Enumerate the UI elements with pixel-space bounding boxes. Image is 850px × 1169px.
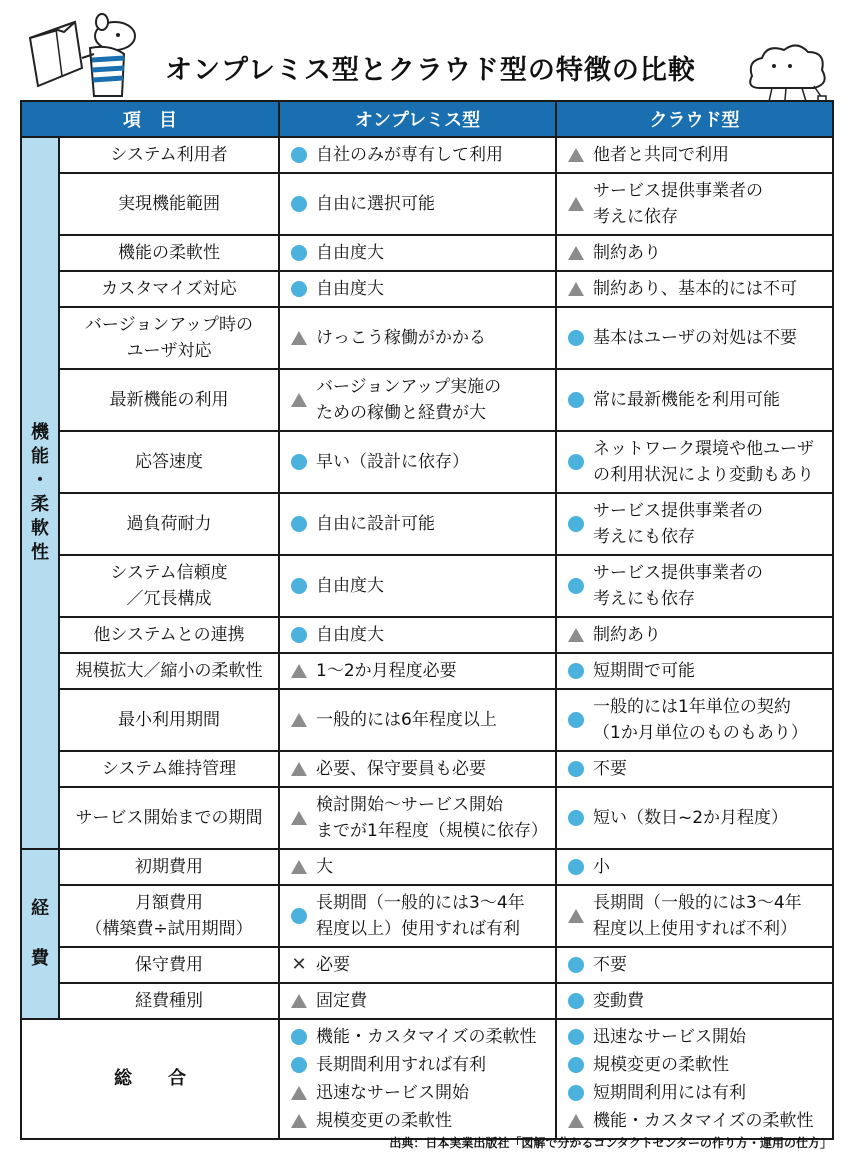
- header-cloud: クラウド型: [556, 101, 833, 137]
- source-credit: 出典：日本実業出版社「図解で分かるコンタクトセンターの作り方・運用の仕方」: [389, 1136, 832, 1150]
- cell-text-line: 不要: [593, 955, 627, 975]
- circle-mark-icon: [568, 1057, 584, 1073]
- circle-mark-icon: [291, 196, 307, 212]
- table-row: [21, 137, 833, 173]
- triangle-mark-icon: [291, 713, 307, 727]
- cell-text-line: バージョンアップ実施の: [316, 377, 502, 397]
- cell-item: [59, 689, 279, 751]
- cell-item: [59, 787, 279, 849]
- triangle-mark-icon: [291, 1086, 307, 1100]
- cell-text-line: 制約あり: [593, 243, 661, 263]
- cell-cloud: [556, 173, 833, 235]
- cell-text-line: （1か月単位のものもあり）: [593, 723, 808, 743]
- cell-text-line: 自社のみが専有して利用: [316, 145, 503, 165]
- cell-text-line: 検討開始〜サービス開始: [316, 795, 503, 815]
- page-title: オンプレミス型とクラウド型の特徴の比較: [165, 55, 696, 86]
- item-text-line: システム利用者: [110, 145, 228, 165]
- triangle-mark-icon: [291, 393, 307, 407]
- summary-text: 長期間利用すれば有利: [316, 1055, 486, 1075]
- table-row: [21, 751, 833, 787]
- cell-text-line: ための稼働と経費が大: [316, 403, 486, 423]
- triangle-mark-icon: [568, 148, 584, 162]
- circle-mark-icon: [568, 859, 584, 875]
- summary-line: [557, 1079, 832, 1107]
- triangle-mark-icon: [291, 994, 307, 1008]
- cell-text-line: 長期間（一般的には3〜4年: [593, 893, 802, 913]
- cell-text-line: 程度以上）使用すれば有利: [316, 919, 520, 939]
- item-text-line: ／冗長構成: [126, 589, 212, 609]
- cell-onprem: [279, 947, 556, 983]
- cell-item: [59, 369, 279, 431]
- table-row: [21, 431, 833, 493]
- item-text-line: 最小利用期間: [118, 710, 220, 730]
- table-row: [21, 307, 833, 369]
- item-text-line: 保守費用: [135, 955, 203, 975]
- circle-mark-icon: [568, 957, 584, 973]
- table-row: [21, 983, 833, 1019]
- cell-item: [59, 235, 279, 271]
- triangle-mark-icon: [291, 664, 307, 678]
- table-row: [21, 787, 833, 849]
- cell-text-line: 早い（設計に依存）: [316, 452, 469, 472]
- cell-text-line: 一般的には6年程度以上: [316, 710, 497, 730]
- summary-line: [280, 1107, 555, 1135]
- cell-cloud: [556, 617, 833, 653]
- cell-item: [59, 555, 279, 617]
- circle-mark-icon: [568, 1029, 584, 1045]
- item-text-line: 他システムとの連携: [93, 625, 245, 645]
- cell-onprem: [279, 983, 556, 1019]
- cell-cloud: [556, 271, 833, 307]
- cell-onprem: [279, 271, 556, 307]
- cell-cloud: [556, 947, 833, 983]
- item-text-line: ユーザ対応: [126, 341, 212, 361]
- cell-onprem: [279, 617, 556, 653]
- cell-cloud: [556, 137, 833, 173]
- group-label-function: [21, 137, 59, 849]
- group-label-char: 柔: [31, 494, 49, 515]
- circle-mark-icon: [568, 712, 584, 728]
- circle-mark-icon: [291, 147, 307, 163]
- cell-cloud: [556, 555, 833, 617]
- item-text-line: （構築費÷試用期間）: [85, 919, 253, 939]
- cell-text-line: 考えに依存: [593, 207, 678, 227]
- cell-item: [59, 307, 279, 369]
- table-row: [21, 947, 833, 983]
- cell-text-line: 一般的には1年単位の契約: [593, 697, 791, 717]
- cell-text-line: 必要: [316, 955, 350, 975]
- cell-text-line: サービス提供事業者の: [593, 501, 763, 521]
- cell-onprem: [279, 787, 556, 849]
- cell-text-line: 1〜2か月程度必要: [316, 661, 457, 681]
- circle-mark-icon: [291, 245, 307, 261]
- circle-mark-icon: [291, 1057, 307, 1073]
- item-text-line: 実現機能範囲: [118, 194, 220, 214]
- cell-cloud: [556, 493, 833, 555]
- summary-onprem: [279, 1019, 556, 1139]
- circle-mark-icon: [291, 627, 307, 643]
- triangle-mark-icon: [568, 246, 584, 260]
- triangle-mark-icon: [291, 860, 307, 874]
- summary-line: [280, 1079, 555, 1107]
- circle-mark-icon: [568, 392, 584, 408]
- cell-item: [59, 983, 279, 1019]
- table-row: [21, 173, 833, 235]
- summary-text: 迅速なサービス開始: [316, 1083, 469, 1103]
- cell-onprem: [279, 653, 556, 689]
- item-text-line: システム信頼度: [110, 563, 228, 583]
- cell-text-line: 他者と共同で利用: [593, 145, 729, 165]
- cell-cloud: [556, 369, 833, 431]
- header-item: 項 目: [21, 101, 279, 137]
- cell-item: [59, 431, 279, 493]
- circle-mark-icon: [568, 454, 584, 470]
- cell-text-line: 制約あり、基本的には不可: [593, 279, 797, 299]
- triangle-mark-icon: [568, 197, 584, 211]
- cell-item: [59, 751, 279, 787]
- cell-text-line: 長期間（一般的には3〜4年: [316, 893, 525, 913]
- summary-text: 規模変更の柔軟性: [316, 1111, 452, 1131]
- table-row: [21, 653, 833, 689]
- table-row: [21, 271, 833, 307]
- cell-item: [59, 271, 279, 307]
- cell-item: [59, 849, 279, 885]
- mascot-carrying-box-illustration: [20, 8, 170, 100]
- cell-text-line: 考えにも依存: [593, 589, 695, 609]
- group-label-char: 費: [31, 948, 49, 969]
- circle-mark-icon: [568, 810, 584, 826]
- summary-text: 短期間利用には有利: [593, 1083, 746, 1103]
- cell-text-line: 不要: [593, 759, 627, 779]
- cell-text-line: 自由度大: [316, 243, 384, 263]
- header-onprem: オンプレミス型: [279, 101, 556, 137]
- table-row: [21, 369, 833, 431]
- cell-onprem: [279, 173, 556, 235]
- cell-onprem: [279, 849, 556, 885]
- cell-text-line: 制約あり: [593, 625, 661, 645]
- item-text-line: バージョンアップ時の: [84, 315, 254, 335]
- cell-text-line: 小: [593, 857, 610, 877]
- cell-onprem: [279, 493, 556, 555]
- item-text-line: システム維持管理: [101, 759, 237, 779]
- cell-text-line: 自由度大: [316, 279, 384, 299]
- summary-text: 機能・カスタマイズの柔軟性: [593, 1111, 814, 1131]
- cell-item: [59, 493, 279, 555]
- item-text-line: 過負荷耐力: [126, 514, 212, 534]
- item-text-line: 初期費用: [135, 857, 203, 877]
- cell-text-line: 基本はユーザの対処は不要: [593, 328, 797, 348]
- cell-text-line: までが1年程度（規模に依存）: [316, 821, 548, 841]
- summary-row: [21, 1019, 833, 1139]
- cell-text-line: サービス提供事業者の: [593, 181, 763, 201]
- summary-line: [557, 1023, 832, 1051]
- circle-mark-icon: [291, 578, 307, 594]
- cell-text-line: 必要、保守要員も必要: [316, 759, 486, 779]
- triangle-mark-icon: [568, 282, 584, 296]
- table-row: [21, 885, 833, 947]
- group-label-char: 能: [31, 446, 49, 467]
- cell-onprem: [279, 885, 556, 947]
- cell-text-line: けっこう稼働がかかる: [316, 328, 486, 348]
- cell-onprem: [279, 431, 556, 493]
- cell-text-line: 自由に設計可能: [316, 514, 435, 534]
- circle-mark-icon: [291, 1029, 307, 1045]
- cell-cloud: [556, 307, 833, 369]
- cell-text-line: サービス提供事業者の: [593, 563, 763, 583]
- circle-mark-icon: [568, 993, 584, 1009]
- group-label-char: 機: [31, 422, 49, 443]
- cell-cloud: [556, 787, 833, 849]
- cell-text-line: 程度以上使用すれば不利）: [593, 919, 797, 939]
- summary-cloud: [556, 1019, 833, 1139]
- cell-item: [59, 653, 279, 689]
- summary-text: 迅速なサービス開始: [593, 1027, 746, 1047]
- cell-cloud: [556, 983, 833, 1019]
- triangle-mark-icon: [291, 762, 307, 776]
- cell-text-line: 短い（数日~2か月程度）: [593, 808, 789, 828]
- summary-label: 総 合: [21, 1019, 279, 1139]
- circle-mark-icon: [291, 908, 307, 924]
- cell-cloud: [556, 751, 833, 787]
- summary-text: 機能・カスタマイズの柔軟性: [316, 1027, 537, 1047]
- circle-mark-icon: [568, 761, 584, 777]
- cell-item: [59, 617, 279, 653]
- cell-text-line: ネットワーク環境や他ユーザ: [593, 439, 814, 459]
- item-text-line: 応答速度: [135, 452, 203, 472]
- summary-line: [280, 1051, 555, 1079]
- cell-text-line: 大: [316, 857, 333, 877]
- cell-item: [59, 137, 279, 173]
- item-text-line: 経費種別: [135, 991, 203, 1011]
- summary-text: 規模変更の柔軟性: [593, 1055, 729, 1075]
- summary-line: [557, 1107, 832, 1135]
- item-text-line: サービス開始までの期間: [75, 808, 263, 828]
- cell-item: [59, 885, 279, 947]
- triangle-mark-icon: [568, 1114, 584, 1128]
- cell-text-line: 考えにも依存: [593, 527, 695, 547]
- cell-text-line: の利用状況により変動もあり: [593, 465, 814, 485]
- group-label-char: 経: [31, 898, 49, 919]
- summary-line: [280, 1023, 555, 1051]
- triangle-mark-icon: [291, 331, 307, 345]
- cell-onprem: [279, 235, 556, 271]
- cell-cloud: [556, 431, 833, 493]
- cell-onprem: [279, 137, 556, 173]
- circle-mark-icon: [568, 516, 584, 532]
- cell-text-line: 固定費: [316, 991, 367, 1011]
- cell-cloud: [556, 689, 833, 751]
- cell-text-line: 自由に選択可能: [316, 194, 435, 214]
- cell-cloud: [556, 885, 833, 947]
- cell-cloud: [556, 235, 833, 271]
- cell-text-line: 自由度大: [316, 576, 384, 596]
- circle-mark-icon: [568, 578, 584, 594]
- table-header-row: [21, 101, 833, 137]
- group-label-char: 性: [31, 542, 49, 563]
- cell-onprem: [279, 751, 556, 787]
- table-row: [21, 617, 833, 653]
- table-row: [21, 493, 833, 555]
- cell-item: [59, 947, 279, 983]
- circle-mark-icon: [568, 663, 584, 679]
- circle-mark-icon: [291, 454, 307, 470]
- item-text-line: 最新機能の利用: [109, 390, 229, 410]
- comparison-table: [20, 100, 834, 1140]
- table-row: [21, 689, 833, 751]
- group-label-char: 軟: [31, 518, 49, 539]
- circle-mark-icon: [291, 516, 307, 532]
- cell-text-line: 変動費: [593, 991, 644, 1011]
- table-row: [21, 235, 833, 271]
- circle-mark-icon: [568, 330, 584, 346]
- cell-cloud: [556, 849, 833, 885]
- triangle-mark-icon: [568, 909, 584, 923]
- circle-mark-icon: [568, 1085, 584, 1101]
- circle-mark-icon: [291, 281, 307, 297]
- group-label-char: ・: [31, 470, 49, 491]
- item-text-line: 月額費用: [135, 893, 203, 913]
- triangle-mark-icon: [291, 1114, 307, 1128]
- group-label-cost: [21, 849, 59, 1019]
- cross-mark-icon: ✕: [291, 954, 307, 975]
- item-text-line: 規模拡大／縮小の柔軟性: [75, 661, 263, 681]
- table-row: [21, 555, 833, 617]
- item-text-line: カスタマイズ対応: [101, 279, 237, 299]
- triangle-mark-icon: [568, 628, 584, 642]
- cell-item: [59, 173, 279, 235]
- table-row: [21, 849, 833, 885]
- cell-onprem: [279, 555, 556, 617]
- cell-text-line: 自由度大: [316, 625, 384, 645]
- cell-cloud: [556, 653, 833, 689]
- triangle-mark-icon: [291, 811, 307, 825]
- summary-line: [557, 1051, 832, 1079]
- cell-onprem: [279, 689, 556, 751]
- cell-text-line: 常に最新機能を利用可能: [593, 390, 780, 410]
- cell-text-line: 短期間で可能: [593, 661, 695, 681]
- cell-onprem: [279, 369, 556, 431]
- cell-onprem: [279, 307, 556, 369]
- item-text-line: 機能の柔軟性: [118, 243, 220, 263]
